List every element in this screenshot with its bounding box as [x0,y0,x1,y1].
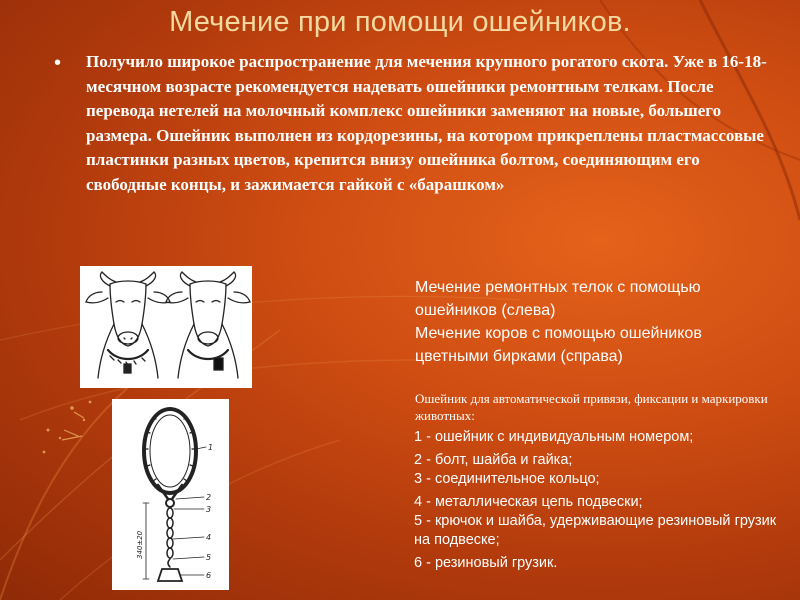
collar-diagram [112,399,229,590]
caption-line: цветными бирками (справа) [415,348,623,365]
legend-item: 3 - соединительное кольцо; [414,471,600,487]
collar-label-4: 4 [206,533,212,542]
collar-label-2: 2 [206,493,212,502]
legend-item: 4 - металлическая цепь подвески; [414,494,643,510]
legend-item: 6 - резиновый грузик. [414,555,558,571]
left-cow-head [86,272,170,378]
legend-item: 2 - болт, шайба и гайка; [414,452,573,468]
collar-drawing [112,399,229,590]
caption-line: Мечение коров с помощью ошейников [415,325,702,342]
collar-label-3: 3 [206,505,212,514]
collar-label-6: 6 [206,571,212,580]
right-cow-head [166,272,250,378]
cow-heads-drawing [80,266,252,388]
collar-caption-heading: Ошейник для автоматической привязи, фиксации и маркировки животных: [415,391,768,423]
legend-item: 1 - ошейник с индивидуальным номером; [414,429,694,445]
bullet-marker: • [54,52,62,74]
cow-collars-illustration [80,266,252,388]
collar-parts-legend [414,428,784,573]
caption-line: ошейников (слева) [415,302,556,319]
heifer-marking-caption [415,276,785,368]
collar-dimension-label: 340±20 [136,530,144,559]
collar-label-5: 5 [206,553,212,562]
bullet-paragraph: Получило широкое распространение для мечения крупного рогатого скота. Уже в 16-18-месячном возрасте рекомендуется надевать ошейники ремонтным телкам. После перевода нетелей на молочный комплекс ошейники заменяют на новые, большего размера. Ошейник выполнен из кордорезины, на котором прикреплены пластмассовые пластинки разных цветов, крепится внизу ошейника болтом, соединяющим его свободные концы, и зажимается гайкой с «барашком» [86,52,767,194]
collar-label-1: 1 [208,443,214,452]
legend-item: 5 - крючок и шайба, удерживающие резиновый грузик на подвеске; [414,513,777,548]
caption-line: Мечение ремонтных телок с помощью [415,279,701,296]
slide-title: Мечение при помощи ошейников. [169,6,631,38]
